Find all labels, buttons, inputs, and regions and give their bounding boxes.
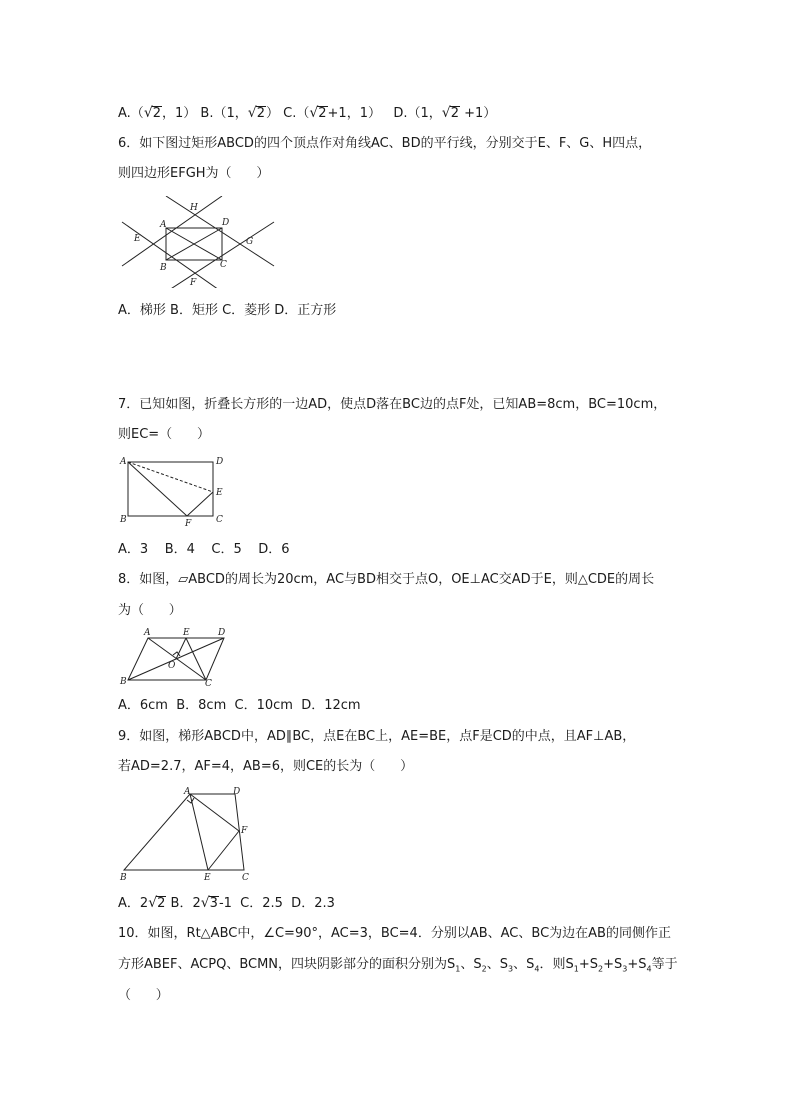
q7-label-b: B — [120, 515, 127, 525]
q7-segment-fe — [187, 492, 213, 516]
q6-stem-line2: 则四边形EFGH为（ ） — [118, 166, 270, 181]
q9-option-b: B． — [166, 896, 193, 911]
q9-options-cd: C．2.5 D．2.3 — [231, 896, 335, 911]
q7-stem-line2: 则EC=（ ） — [118, 427, 210, 442]
q8-label-o: O — [168, 661, 176, 671]
q7-figure — [118, 452, 238, 528]
q6-label-b: B — [160, 263, 167, 273]
q6-label-c: C — [220, 260, 227, 270]
q5-option-b: B.（1， — [196, 106, 248, 121]
q9-options: A．2√2 B．2√3-1 C．2.5 D．2.3 — [118, 895, 335, 911]
q9-label-d: D — [233, 787, 241, 797]
q6-label-h: H — [190, 203, 198, 213]
q7-fold-line-ae — [128, 462, 213, 492]
q5-option-a: A.（ — [118, 106, 144, 121]
q9-stem-line2: 若AD=2.7，AF=4，AB=6，则CE的长为（ ） — [118, 759, 414, 774]
q6-options: A．梯形 B．矩形 C．菱形 D．正方形 — [118, 303, 337, 318]
q7-stem-line1: 7．已知如图，折叠长方形的一边AD，使点D落在BC边的点F处，已知AB=8cm，BC=10cm， — [118, 397, 667, 412]
q9-label-a: A — [184, 787, 191, 797]
q9-trapezoid — [124, 794, 244, 870]
q5-option-d: D.（1， — [380, 106, 442, 121]
q6-label-f: F — [190, 278, 197, 288]
q8-label-a: A — [144, 628, 151, 638]
q8-segment-oe — [176, 638, 186, 659]
q6-line-hg — [166, 196, 274, 266]
q7-label-f: F — [185, 519, 192, 528]
q8-segment-ce — [186, 638, 206, 680]
q10-stem-line3: （ ） — [118, 988, 169, 1003]
q8-stem-line2: 为（ ） — [118, 603, 182, 618]
q7-label-e: E — [216, 488, 223, 498]
q7-segment-af — [128, 462, 187, 516]
q7-options: A．3 B．4 C．5 D．6 — [118, 542, 290, 557]
q8-options: A．6cm B．8cm C．10cm D．12cm — [118, 698, 361, 713]
q7-label-d: D — [216, 457, 224, 467]
q7-label-a: A — [120, 457, 127, 467]
q9-segment-fe — [208, 831, 239, 870]
q6-stem-line1: 6．如下图过矩形ABCD的四个顶点作对角线AC、BD的平行线，分别交于E、F、G、H四点， — [118, 136, 652, 151]
q8-label-e: E — [183, 628, 190, 638]
q7-rectangle — [128, 462, 213, 516]
q8-label-d: D — [218, 628, 226, 638]
q6-label-e: E — [134, 234, 141, 244]
q7-label-c: C — [216, 515, 223, 525]
q9-label-b: B — [120, 873, 127, 883]
q6-label-g: G — [246, 237, 254, 247]
q6-figure — [118, 196, 278, 288]
q6-line-eh — [122, 196, 222, 266]
q9-figure — [118, 784, 258, 884]
q9-label-f: F — [241, 826, 248, 836]
q5-option-c: C.（ — [278, 106, 310, 121]
q8-label-b: B — [120, 677, 127, 686]
q9-label-e: E — [204, 873, 211, 883]
q9-option-a: A． — [118, 896, 140, 911]
q8-figure — [118, 624, 238, 686]
q8-stem-line1: 8．如图，▱ABCD的周长为20cm，AC与BD相交于点O，OE⊥AC交AD于E，则△CDE的周长 — [118, 572, 655, 587]
q9-label-c: C — [242, 873, 249, 883]
q10-stem-line1: 10．如图，Rt△ABC中，∠C=90°，AC=3，BC=4．分别以AB、AC、BC为边在AB的同侧作正 — [118, 926, 671, 941]
q9-right-angle-mark — [187, 798, 194, 803]
q10-stem-line2: 方形ABEF、ACPQ、BCMN，四块阴影部分的面积分别为$S_1$、$S_2$、$S_3$、$S_4$．则$S_1+S_2+S_3+S_4$等于 — [118, 957, 678, 974]
q6-label-d: D — [222, 218, 230, 228]
q6-label-a: A — [160, 220, 167, 230]
q8-label-c: C — [205, 679, 212, 686]
q9-stem-line1: 9．如图，梯形ABCD中，AD∥BC，点E在BC上，AE=BE，点F是CD的中点，且AF⊥AB， — [118, 729, 636, 744]
q5-options: A.（√2，1） B.（1，√2） C.（√2+1，1） D.（1，√2 +1） — [118, 105, 497, 121]
